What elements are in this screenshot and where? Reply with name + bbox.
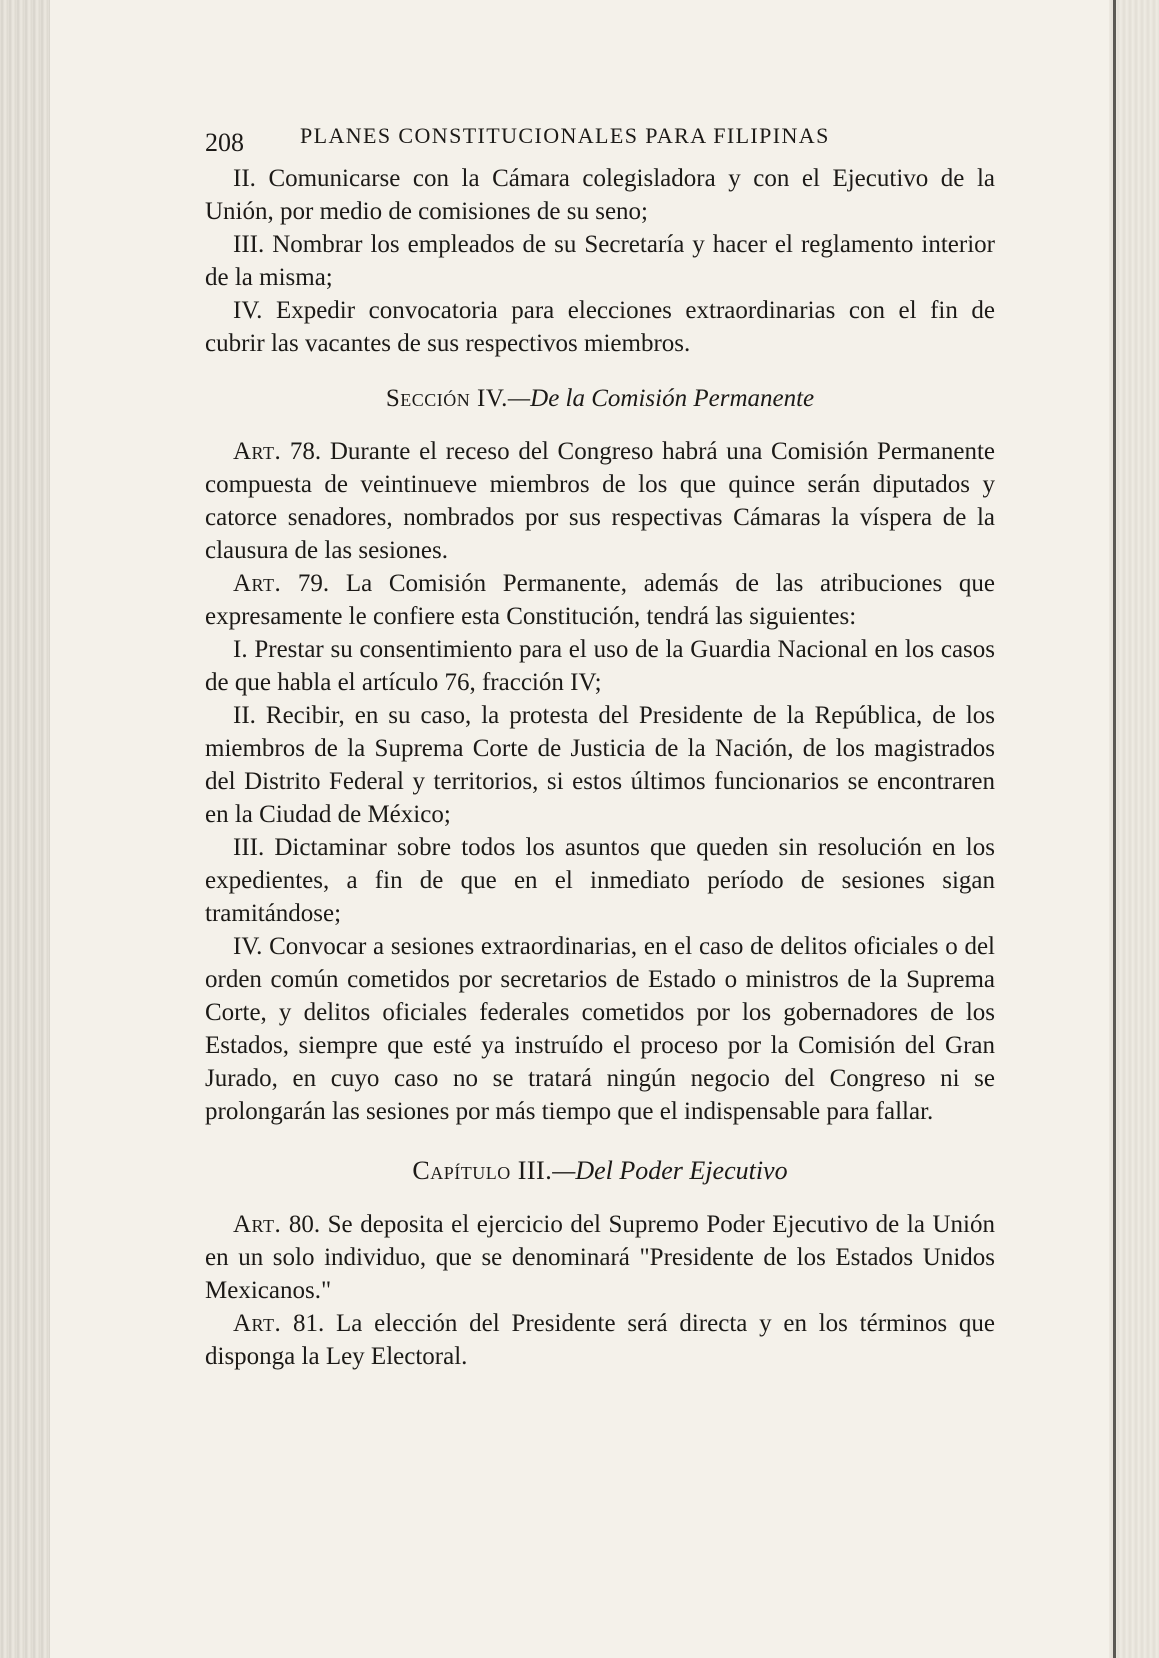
article-80 [205, 1208, 995, 1307]
chapter-heading [205, 1154, 995, 1188]
article-81-text: 81. La elección del Presidente será directa y en los términos que disponga la Ley Electoral. [205, 1310, 995, 1370]
article-79-item-iv: IV. Convocar a sesiones extraordinarias, en el caso de delitos oficiales o del orden común cometidos por secretarios de Estado o ministros de la Suprema Corte, y delitos oficiales federales cometidos por los gobernadores de los Estados, siempre que esté ya instruído el proceso por la Comisión del Gran Jurado, en cuyo caso no se tratará ningún negocio del Congreso ni se prolongarán las sesiones por más tiempo que el indispensable para fallar. [205, 933, 995, 1125]
article-78-text: 78. Durante el receso del Congreso habrá una Comisión Permanente compuesta de veintinueve miembros de los que quince serán diputados y catorce senadores, nombrados por sus respectivas Cámaras la víspera de la clausura de las sesiones. [205, 438, 995, 564]
section-label: Sección IV. [385, 385, 508, 412]
article-78 [205, 435, 995, 567]
section-title: —De la Comisión Permanente [507, 385, 815, 412]
article-78-label: Art. [233, 438, 282, 465]
article-80-label: Art. [233, 1211, 282, 1238]
article-80-text: 80. Se deposita el ejercicio del Supremo Poder Ejecutivo de la Unión en un solo individuo, que se denominará "Presidente de los Estados Unidos Mexicanos." [205, 1211, 995, 1304]
document-page [205, 118, 995, 1373]
article-79-label: Art. [233, 570, 282, 597]
article-79-item-i: I. Prestar su consentimiento para el uso de la Guardia Nacional en los casos de que habla el artículo 76, fracción IV; [205, 636, 995, 696]
page-number: 208 [205, 128, 244, 157]
chapter-label: Capítulo III. [412, 1156, 553, 1185]
scan-right-edge [1109, 0, 1159, 1658]
intro-item-iii: III. Nombrar los empleados de su Secretaría y hacer el reglamento interior de la misma; [205, 231, 995, 291]
binding-line [1113, 0, 1116, 1658]
scan-left-edge [0, 0, 50, 1658]
running-head: PLANES CONSTITUCIONALES PARA FILIPINAS [300, 123, 830, 148]
page-header [205, 118, 995, 162]
article-79-text: 79. La Comisión Permanente, además de las atribuciones que expresamente le confiere esta Constitución, tendrá las siguientes: [205, 570, 995, 630]
article-81-label: Art. [233, 1310, 282, 1337]
article-79 [205, 567, 995, 633]
article-79-item-iii: III. Dictaminar sobre todos los asuntos que queden sin resolución en los expedientes, a fin de que en el inmediato período de sesiones sigan tramitándose; [205, 834, 995, 927]
article-81 [205, 1307, 995, 1373]
section-heading [205, 382, 995, 415]
article-79-item-ii: II. Recibir, en su caso, la protesta del Presidente de la República, de los miembros de la Suprema Corte de Justicia de la Nación, de los magistrados del Distrito Federal y territorios, si estos últimos funcionarios se encontraren en la Ciudad de México; [205, 702, 995, 828]
chapter-title: —Del Poder Ejecutivo [552, 1156, 788, 1185]
intro-item-iv: IV. Expedir convocatoria para elecciones extraordinarias con el fin de cubrir las vacantes de sus respectivos miembros. [205, 297, 995, 357]
intro-item-ii: II. Comunicarse con la Cámara colegisladora y con el Ejecutivo de la Unión, por medio de comisiones de su seno; [205, 165, 995, 225]
